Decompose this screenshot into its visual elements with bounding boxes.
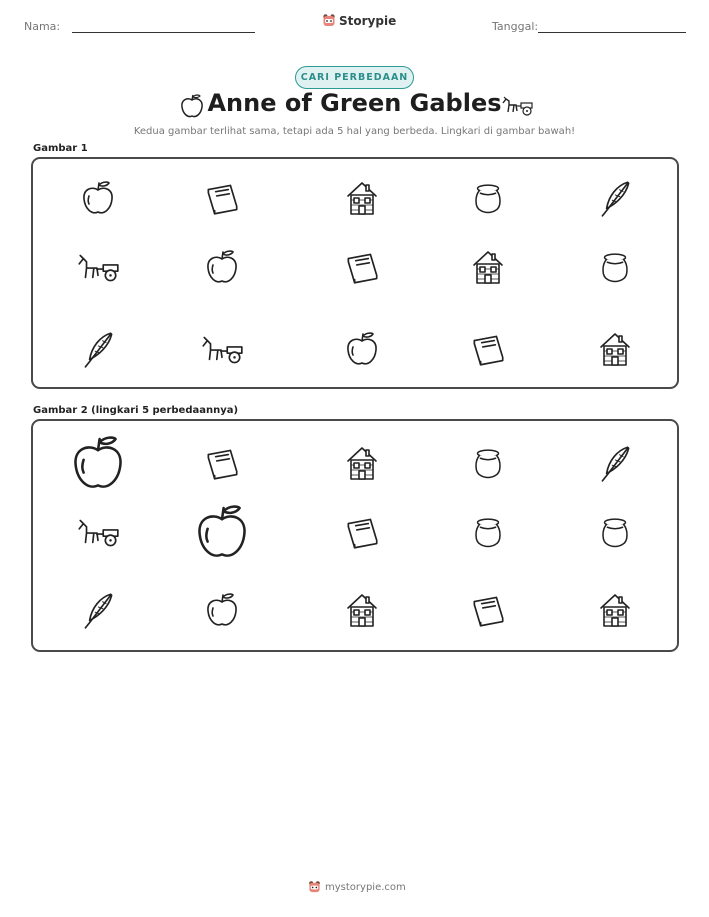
date-input-line[interactable] — [538, 32, 686, 33]
house-icon[interactable] — [595, 588, 635, 632]
horse-cart-icon — [74, 250, 122, 284]
quill-icon[interactable] — [77, 588, 119, 632]
brand-name: Storypie — [339, 13, 397, 28]
apple-icon — [202, 245, 242, 289]
pot-icon — [596, 245, 634, 289]
house-icon — [342, 176, 382, 220]
picture1-label: Gambar 1 — [33, 143, 88, 154]
horse-cart-icon — [198, 332, 246, 366]
picture2-label: Gambar 2 (lingkari 5 perbedaannya) — [33, 405, 239, 416]
horse-cart-icon — [500, 94, 534, 118]
name-label: Nama: — [24, 20, 61, 33]
apple-icon[interactable] — [190, 499, 254, 565]
book-icon — [466, 328, 510, 370]
apple-icon — [78, 176, 118, 220]
name-input-line[interactable] — [72, 32, 255, 33]
instructions-text: Kedua gambar terlihat sama, tetapi ada 5 hal yang berbeda. Lingkari di gambar bawah! — [133, 126, 576, 137]
brand-logo — [322, 13, 396, 28]
pot-icon[interactable] — [469, 510, 507, 554]
horse-cart-icon[interactable] — [74, 515, 122, 549]
pot-icon[interactable] — [596, 510, 634, 554]
footer-url: mystorypie.com — [325, 881, 406, 893]
house-icon — [468, 245, 508, 289]
house-icon[interactable] — [342, 588, 382, 632]
date-label: Tanggal: — [492, 20, 539, 33]
activity-badge: CARI PERBEDAAN — [295, 66, 414, 89]
pot-icon — [469, 176, 507, 220]
book-icon[interactable] — [200, 442, 244, 484]
book-icon — [340, 246, 384, 288]
storypie-mascot-icon — [308, 880, 321, 894]
quill-icon[interactable] — [594, 441, 636, 485]
apple-icon[interactable] — [66, 430, 130, 496]
house-icon — [595, 327, 635, 371]
storypie-mascot-icon — [322, 13, 336, 28]
footer — [308, 880, 406, 894]
house-icon[interactable] — [342, 441, 382, 485]
pot-icon[interactable] — [469, 441, 507, 485]
book-icon[interactable] — [340, 511, 384, 553]
quill-icon — [594, 176, 636, 220]
quill-icon — [77, 327, 119, 371]
worksheet-title: Anne of Green Gables — [207, 89, 502, 117]
apple-icon[interactable] — [202, 588, 242, 632]
apple-icon — [342, 327, 382, 371]
book-icon[interactable] — [466, 589, 510, 631]
book-icon — [200, 177, 244, 219]
